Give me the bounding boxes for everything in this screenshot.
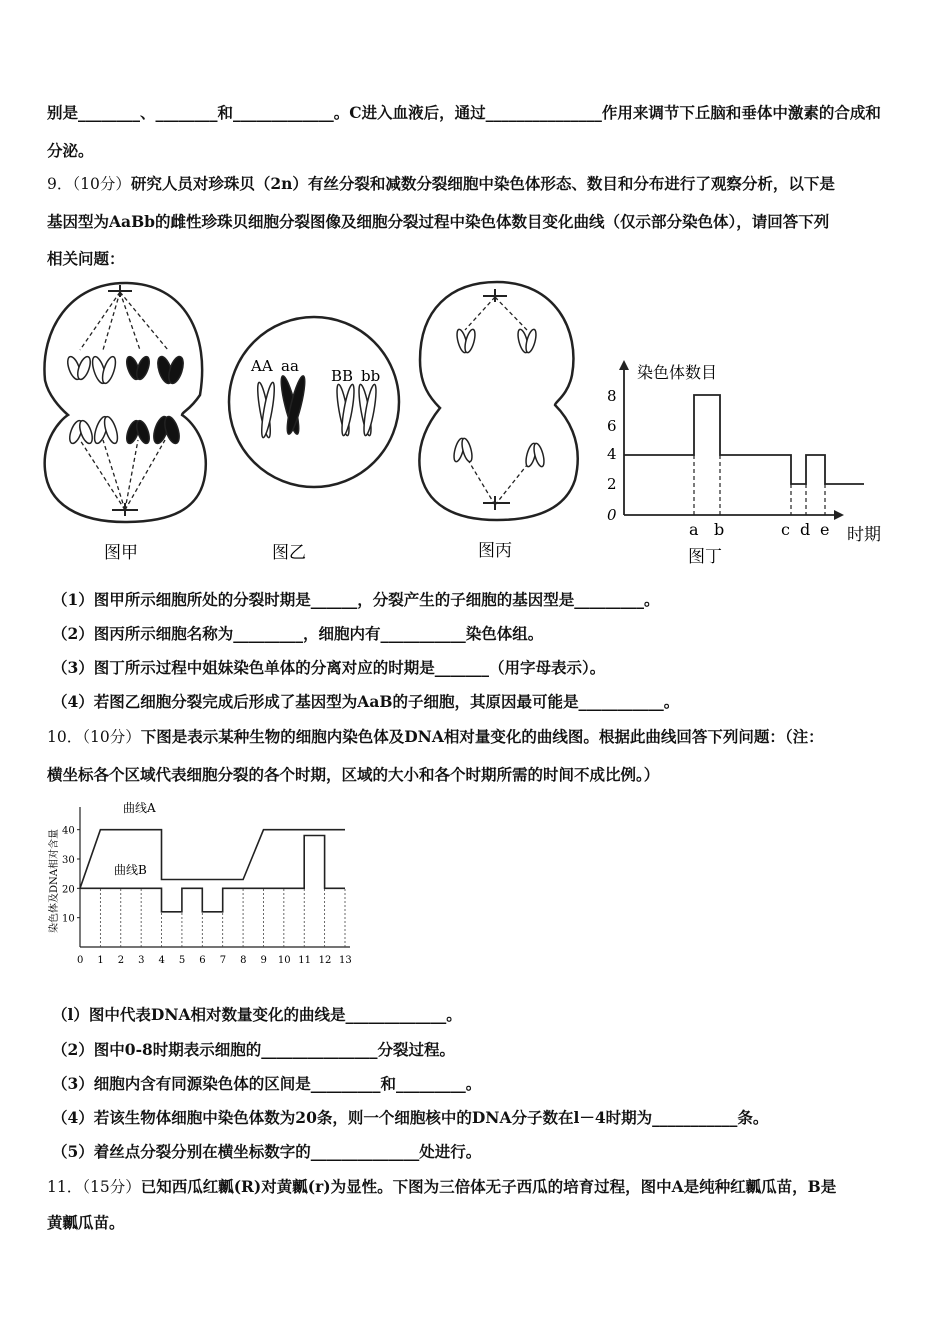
q10-xtick-label: 9 — [260, 955, 267, 966]
q10-stem-1: 下图是表示某种生物的细胞内染色体及DNA相对量变化的曲线图。根据此曲线回答下列问题：（注： — [140, 727, 824, 746]
q10-xtick-label: 0 — [77, 955, 84, 966]
q11-stem-2: 黄瓤瓜苗。 — [47, 1213, 125, 1232]
q9-stem-3: 相关问题： — [47, 249, 125, 268]
q9-stem-line-1 — [47, 174, 907, 194]
gene-BB: BB — [331, 367, 354, 385]
q9-sub-3: （3）图丁所示过程中姐妹染色单体的分离对应的时期是_______（用字母表示）。 — [52, 658, 606, 677]
q11-stem-line-1 — [47, 1177, 907, 1197]
q11-number: 11．（15分） — [47, 1178, 141, 1196]
ding-ytick-4: 4 — [607, 445, 617, 463]
gene-AA: AA — [251, 357, 273, 375]
q10-xtick-label: 2 — [117, 955, 125, 966]
q10-xtick-label: 10 — [277, 955, 291, 966]
q9-figures — [0, 270, 950, 575]
ding-ytick-8: 8 — [607, 387, 617, 405]
q10-xtick-label: 7 — [219, 955, 227, 966]
fig-bing-label: 图丙 — [478, 541, 512, 561]
q10-sub-3: （3）细胞内含有同源染色体的区间是_________和_________。 — [52, 1074, 482, 1093]
q8-line-2: 分泌。 — [47, 141, 94, 160]
ding-xtick-a: a — [689, 520, 699, 539]
ding-ytick-0: 0 — [607, 506, 617, 524]
q10-legend-b: 曲线B — [114, 863, 147, 877]
fig-yi-cell — [229, 317, 399, 563]
q10-xtick-label: 6 — [199, 955, 206, 966]
q10-number: 10．（10分） — [47, 728, 141, 746]
q10-sub-4: （4）若该生物体细胞中染色体数为20条，则一个细胞核中的DNA分子数在l－4时期为___________条。 — [52, 1108, 769, 1127]
fig-jia-label: 图甲 — [104, 543, 138, 563]
q10-legend-a: 曲线A — [123, 801, 156, 815]
q10-stem-2: 横坐标各个区域代表细胞分裂的各个时期，区域的大小和各个时期所需的时间不成比例。） — [47, 765, 660, 784]
ding-ytick-6: 6 — [607, 417, 617, 435]
ding-xtick-d: d — [800, 520, 811, 539]
q9-sub-4: （4）若图乙细胞分裂完成后形成了基因型为AaB的子细胞，其原因最可能是___________。 — [52, 692, 680, 711]
q10-xtick-label: 1 — [97, 955, 104, 966]
q10-sub-1: （l）图中代表DNA相对数量变化的曲线是_____________。 — [52, 1005, 462, 1024]
fig-yi-label: 图乙 — [272, 543, 306, 563]
fig-ding-chart — [607, 360, 881, 567]
q10-ylabel: 染色体及DNA相对含量 — [49, 829, 60, 933]
q10-ytick-label: 10 — [62, 913, 75, 925]
gene-bb: bb — [361, 367, 381, 385]
q10-sub-2: （2）图中0-8时期表示细胞的_______________分裂过程。 — [52, 1040, 456, 1059]
q10-xtick-label: 12 — [318, 955, 332, 966]
q10-xtick-label: 13 — [339, 955, 352, 966]
q11-stem-1: 已知西瓜红瓤(R)对黄瓤(r)为显性。下图为三倍体无子西瓜的培育过程，图中A是纯种红瓤瓜苗，B是 — [140, 1177, 837, 1196]
q10-ytick-label: 40 — [62, 825, 75, 837]
fig-jia-cell — [44, 283, 205, 563]
ding-xlabel: 时期 — [847, 525, 881, 545]
q10-curve-a — [80, 830, 345, 889]
ding-xtick-b: b — [714, 520, 725, 539]
q9-number: 9．（10分） — [47, 175, 131, 193]
q10-sub-5: （5）着丝点分裂分别在横坐标数字的______________处进行。 — [52, 1142, 482, 1161]
q10-xtick-label: 3 — [138, 955, 145, 966]
q9-sub-2: （2）图丙所示细胞名称为_________，细胞内有___________染色体组。 — [52, 624, 544, 643]
ding-xtick-e: e — [820, 520, 830, 539]
q10-ytick-label: 20 — [62, 884, 75, 896]
q10-stem-line-1 — [47, 727, 907, 747]
q9-stem-1: 研究人员对珍珠贝（2n）有丝分裂和减数分裂细胞中染色体形态、数目和分布进行了观察分析，以下是 — [130, 174, 835, 193]
q10-ytick-label: 30 — [62, 855, 75, 866]
ding-ylabel: 染色体数目 — [637, 363, 718, 382]
q9-sub-1: （1）图甲所示细胞所处的分裂时期是______，分裂产生的子细胞的基因型是_________。 — [52, 590, 660, 609]
ding-ytick-2: 2 — [607, 475, 617, 493]
q10-xtick-label: 11 — [298, 955, 311, 966]
q8-line-1: 别是________、________和_____________。C进入血液后，通过_______________作用来调节下丘脑和垂体中激素的合成和 — [47, 103, 881, 122]
ding-xtick-c: c — [781, 520, 790, 539]
q10-xtick-label: 8 — [240, 955, 247, 966]
fig-ding-label: 图丁 — [688, 547, 722, 567]
fig-bing-cell — [419, 282, 577, 561]
q10-xtick-label: 4 — [158, 955, 165, 966]
q10-chart — [40, 795, 370, 975]
gene-aa: aa — [281, 357, 299, 375]
q9-stem-2: 基因型为AaBb的雌性珍珠贝细胞分裂图像及细胞分裂过程中染色体数目变化曲线（仅示部分染色体），请回答下列 — [47, 212, 830, 231]
q10-xtick-label: 5 — [178, 955, 186, 966]
